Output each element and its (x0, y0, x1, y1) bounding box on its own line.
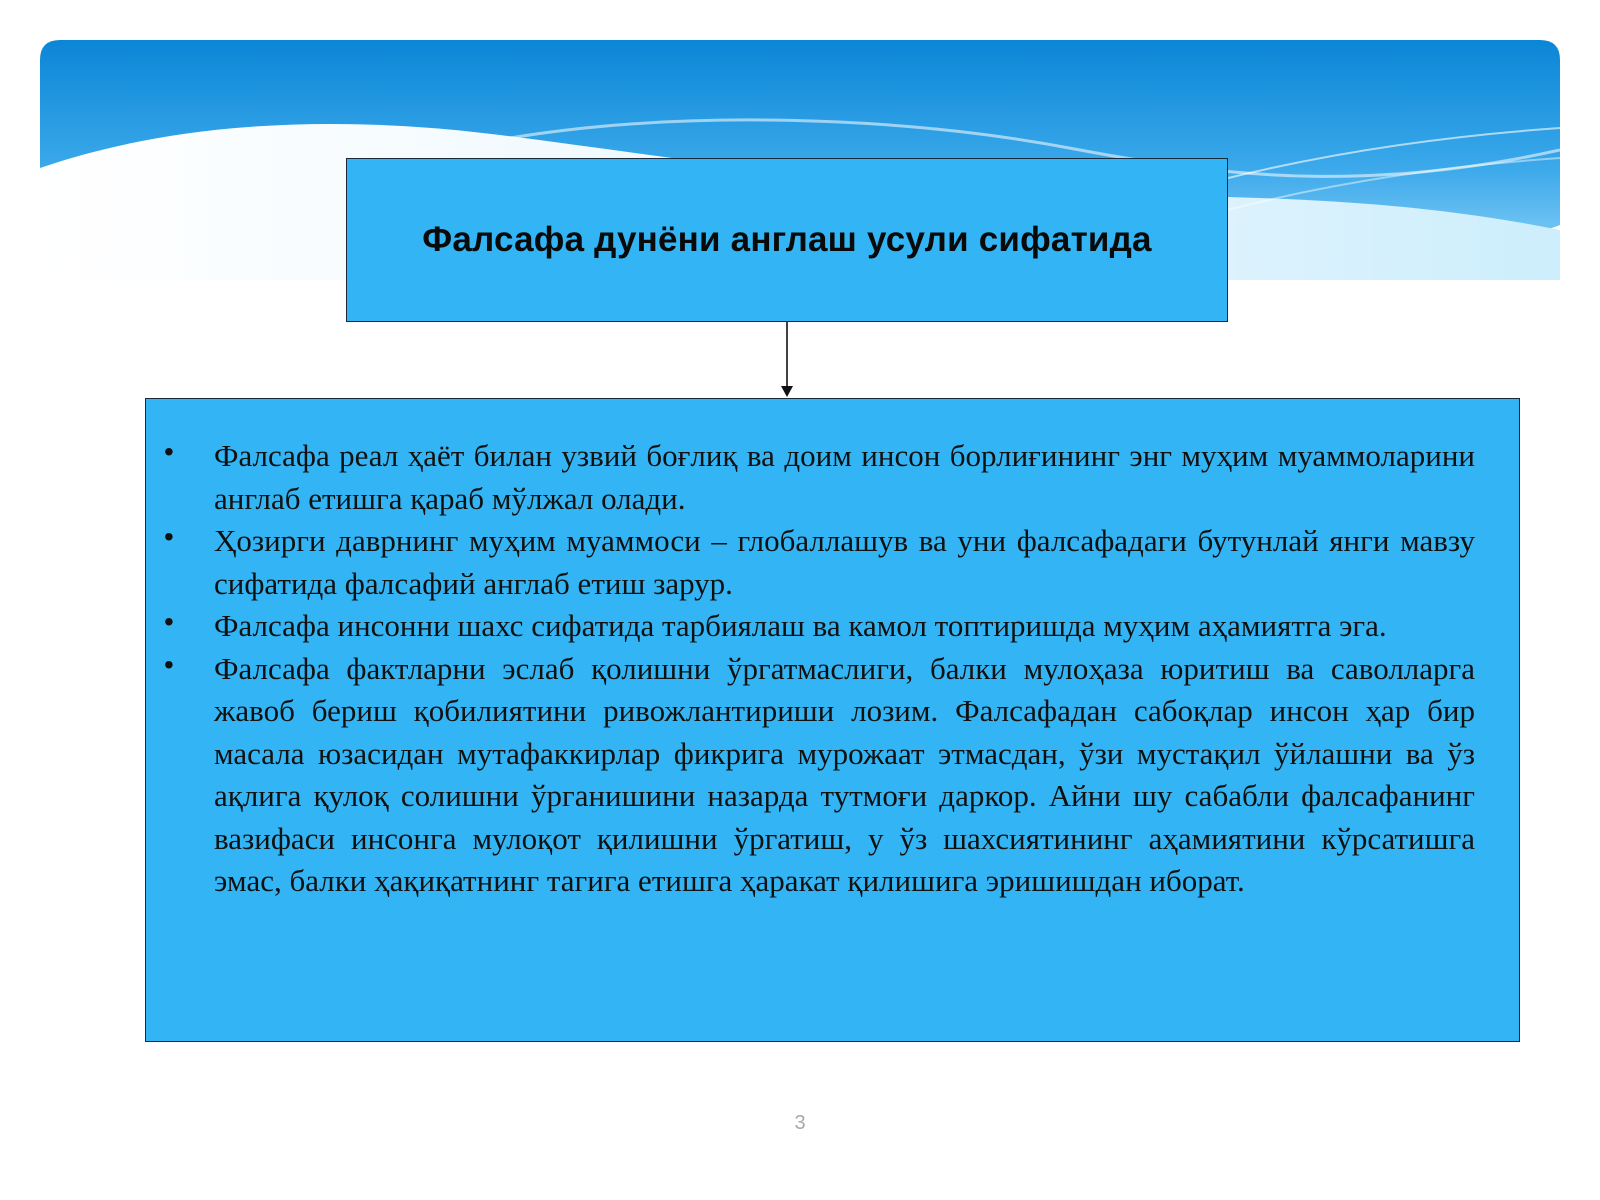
bullet-text: Фалсафа реал ҳаёт билан узвий боғлиқ ва доим инсон борлиғининг энг муҳим муаммоларини англаб етишга қараб мўлжал олади. (214, 438, 1475, 516)
bullet-text: Фалсафа инсонни шахс сифатида тарбиялаш ва камол топтиришда муҳим аҳамиятга эга. (214, 608, 1387, 643)
bullet-dot-icon: • (164, 606, 174, 637)
content-box (145, 398, 1520, 1042)
page-number: 3 (794, 1112, 806, 1134)
bullet-text: Ҳозирги даврнинг муҳим муаммоси – глобаллашув ва уни фалсафадаги бутунлай янги мавзу сифатида фалсафий англаб етиш зарур. (214, 523, 1475, 601)
title-box (346, 158, 1228, 322)
bullet-item (160, 435, 1475, 520)
bullet-item (160, 648, 1475, 903)
bullet-list (160, 435, 1475, 903)
bullet-item (160, 520, 1475, 605)
bullet-item (160, 605, 1475, 648)
bullet-dot-icon: • (164, 436, 174, 467)
bullet-text: Фалсафа фактларни эслаб қолишни ўргатмаслиги, балки мулоҳаза юритиш ва саволларга жавоб бериш қобилиятини ривожлантириши лозим. Фалсафадан сабоқлар инсон ҳар бир масала юзасидан мутафаккирлар фикрига мурожаат этмасдан, ўзи мустақил ўйлашни ва ўз ақлига қулоқ солишни ўрганишини назарда тутмоғи даркор. Айни шу сабабли фалсафанинг вазифаси инсонга мулоқот қилишни ўргатиш, у ўз шахсиятининг аҳамиятини кўрсатишга эмас, балки ҳақиқатнинг тагига етишга ҳаракат қилишига эришишдан иборат. (214, 650, 1475, 898)
bullet-dot-icon: • (164, 648, 174, 680)
bullet-dot-icon: • (164, 521, 174, 552)
slide-title: Фалсафа дунёни англаш усули сифатида (422, 220, 1152, 259)
